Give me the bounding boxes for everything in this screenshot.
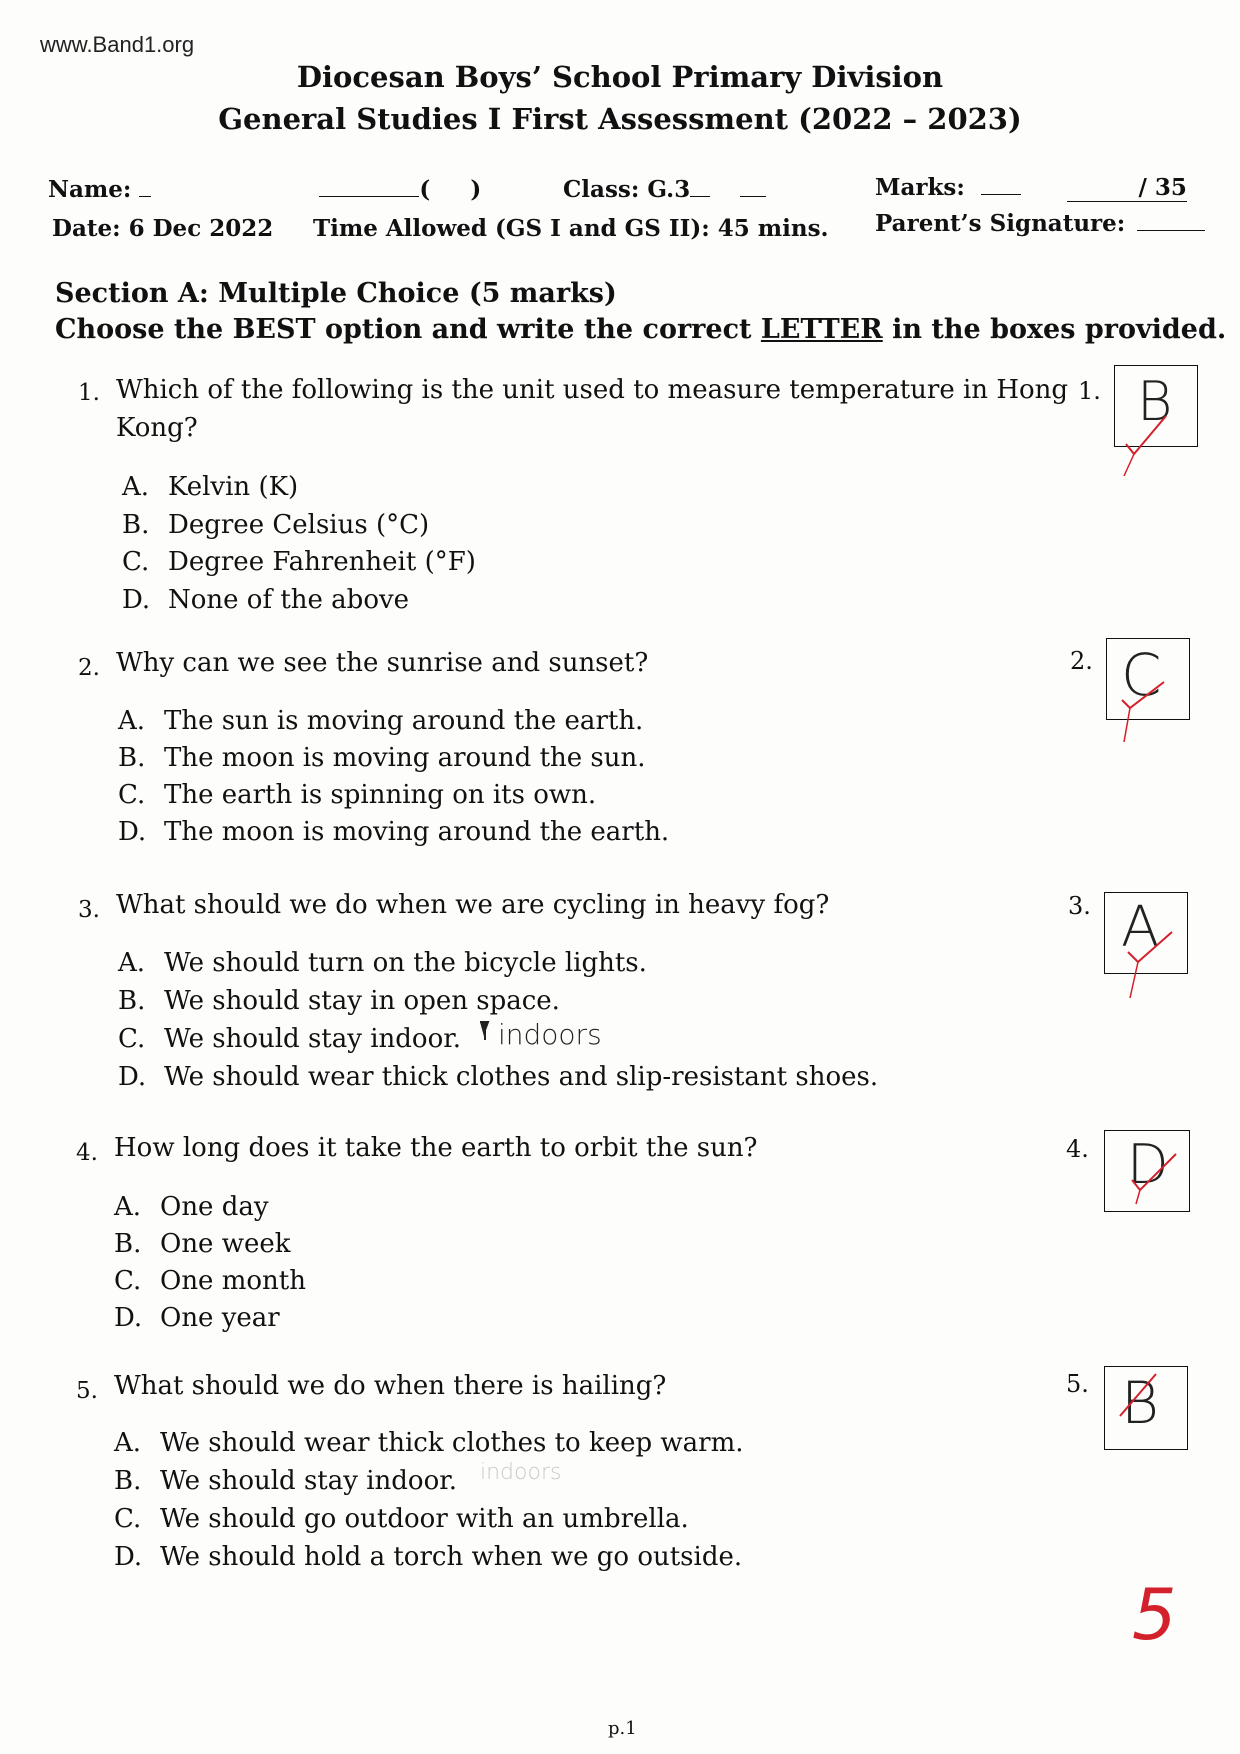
answer-3-handwritten: A: [1121, 895, 1160, 960]
section-instruction: Choose the BEST option and write the correct LETTER in the boxes provided.: [55, 314, 1227, 345]
marks-total: / 35: [1067, 174, 1187, 202]
question-1-text-cont: Kong?: [116, 413, 198, 443]
question-1: 1.: [78, 380, 100, 406]
question-4-number: 4.: [76, 1140, 98, 1166]
q1-option-d: D. None of the above: [122, 585, 410, 615]
q1-option-b: B. Degree Celsius (°C): [122, 510, 430, 540]
tick-mark-1: [1120, 410, 1180, 480]
question-1-text: Which of the following is the unit used to measure temperature in Hong: [116, 375, 1069, 405]
q1-option-a: A. Kelvin (K): [122, 472, 299, 502]
question-4-text: How long does it take the earth to orbit the sun?: [114, 1133, 758, 1163]
question-2-text: Why can we see the sunrise and sunset?: [116, 648, 649, 678]
caret-mark-icon: [476, 1020, 492, 1042]
marks-label: Marks:: [875, 174, 965, 201]
answer-4-label: 4.: [1066, 1135, 1089, 1163]
site-watermark: www.Band1.org: [40, 32, 195, 57]
tick-mark-3: [1126, 930, 1186, 1000]
q4-option-b: B. One week: [114, 1229, 291, 1259]
q4-option-d: D. One year: [114, 1303, 280, 1333]
emphasis-letter: LETTER: [760, 314, 883, 345]
answer-1-handwritten: B: [1137, 370, 1173, 433]
answer-4-handwritten: D: [1127, 1133, 1169, 1196]
q3-option-d: D. We should wear thick clothes and slip-resistant shoes.: [118, 1062, 879, 1092]
section-title: Section A: Multiple Choice (5 marks): [55, 278, 617, 309]
tick-mark-2: [1120, 680, 1180, 750]
q3-option-a: A. We should turn on the bicycle lights.: [118, 948, 647, 978]
page-number: p.1: [608, 1718, 637, 1739]
answer-1-label: 1.: [1078, 377, 1101, 405]
q2-option-a: A. The sun is moving around the earth.: [118, 706, 644, 736]
class-label: Class:: [563, 176, 640, 203]
answer-5-handwritten: B: [1121, 1369, 1159, 1437]
answer-2-handwritten: C: [1121, 641, 1162, 709]
q4-option-a: A. One day: [114, 1192, 269, 1222]
name-label: Name:: [48, 176, 132, 203]
exam-title: General Studies I First Assessment (2022 – 2023): [218, 102, 1022, 136]
q2-option-d: D. The moon is moving around the earth.: [118, 817, 670, 847]
q3-handwritten-correction: indoors: [498, 1018, 602, 1051]
question-2-number: 2.: [78, 655, 100, 681]
marks-field[interactable]: [875, 174, 1187, 202]
question-5-text: What should we do when there is hailing?: [114, 1371, 667, 1401]
tick-mark-4: [1130, 1150, 1190, 1210]
class-number-bracket: ( ): [419, 176, 482, 203]
q3-option-b: B. We should stay in open space.: [118, 986, 560, 1016]
signature-label: Parent’s Signature:: [875, 210, 1126, 237]
q2-option-b: B. The moon is moving around the sun.: [118, 743, 646, 773]
name-field[interactable]: [48, 176, 481, 203]
q2-option-c: C. The earth is spinning on its own.: [118, 780, 597, 810]
class-field[interactable]: [563, 176, 766, 203]
question-5-number: 5.: [76, 1378, 98, 1404]
answer-2-label: 2.: [1070, 647, 1093, 675]
question-3-number: 3.: [78, 897, 100, 923]
answer-5-label: 5.: [1066, 1370, 1089, 1398]
q3-option-c: C. We should stay indoor.: [118, 1024, 462, 1054]
q5-option-c: C. We should go outdoor with an umbrella.: [114, 1504, 689, 1534]
answer-3-label: 3.: [1068, 892, 1091, 920]
q4-option-c: C. One month: [114, 1266, 306, 1296]
tick-mark-5: [1116, 1370, 1166, 1430]
q5-option-b: B. We should stay indoor.: [114, 1466, 458, 1496]
exam-date: Date: 6 Dec 2022: [52, 215, 274, 242]
q5-option-a: A. We should wear thick clothes to keep warm.: [114, 1428, 744, 1458]
time-allowed: Time Allowed (GS I and GS II): 45 mins.: [313, 215, 829, 242]
q5-erased-correction: indoors: [480, 1460, 562, 1485]
question-3-text: What should we do when we are cycling in heavy fog?: [116, 890, 830, 920]
score-total: 5: [1132, 1574, 1177, 1656]
q5-option-d: D. We should hold a torch when we go outside.: [114, 1542, 743, 1572]
school-title: Diocesan Boys’ School Primary Division: [296, 60, 944, 94]
signature-field[interactable]: [875, 210, 1205, 237]
q1-option-c: C. Degree Fahrenheit (°F): [122, 547, 476, 577]
class-value: G.3: [647, 176, 691, 203]
